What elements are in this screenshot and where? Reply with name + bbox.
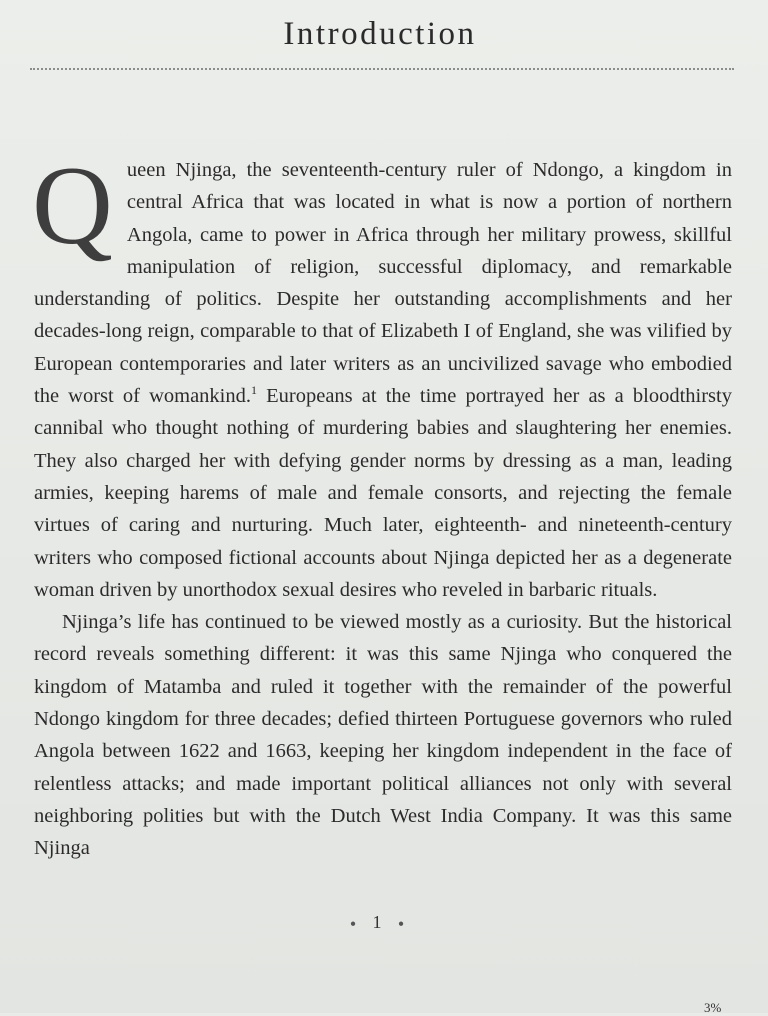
paragraph-2: Njinga’s life has continued to be viewed mostly as a curiosity. But the historical record reveals something different: it was this same Njinga who conquered the kingdom of Matamba and ruled it together with the remainder of the powerful Ndongo kingdom for three decades; defied thirteen Portuguese governors who ruled Angola between 1622 and 1663, keeping her kingdom independent in the face of relentless attacks; and made important political alliances not only with several neighboring polities but with the Dutch West India Company. It was this same Njinga bbox=[34, 611, 732, 860]
page-body[interactable] bbox=[32, 144, 732, 865]
footnote-marker[interactable]: 1 bbox=[251, 383, 257, 398]
paragraph-1-text-end: Europeans at the time portrayed her as a bloodthirsty cannibal who thought nothing of murdering babies and slaughtering her enemies. They also charged her with defying gender norms by dressing as a man, leading armies, keeping harems of male and female consorts, and rejecting the female virtues of caring and nurturing. Much later, eighteenth- and nineteenth-century writers who composed fictional accounts about Njinga depicted her as a degenerate woman driven by unorthodox sexual desires who reveled in barbaric rituals. bbox=[34, 385, 732, 601]
chapter-title: Introduction bbox=[283, 16, 477, 52]
page-number-footer bbox=[0, 912, 760, 933]
title-divider bbox=[30, 68, 734, 70]
reading-progress: 3% bbox=[704, 1000, 722, 1015]
bullet-right: ● bbox=[398, 918, 411, 930]
bullet-left: ● bbox=[349, 918, 362, 930]
drop-cap: Q bbox=[32, 144, 113, 268]
page-number: 1 bbox=[372, 912, 388, 932]
paragraph-1-text: ueen Njinga, the seventeenth-century ruler of Ndongo, a kingdom in central Africa that was located in what is now a portion of northern Angola, came to power in Africa through her military prowess, skillful manipulation of religion, successful diplomacy, and remarkable understanding of politics. Despite her outstanding accomplishments and her decades-long reign, comparable to that of Elizabeth I of England, she was vilified by European contemporaries and later writers as an uncivilized savage who embodied the worst of womankind. bbox=[34, 159, 732, 408]
paragraph-1 bbox=[32, 144, 732, 606]
